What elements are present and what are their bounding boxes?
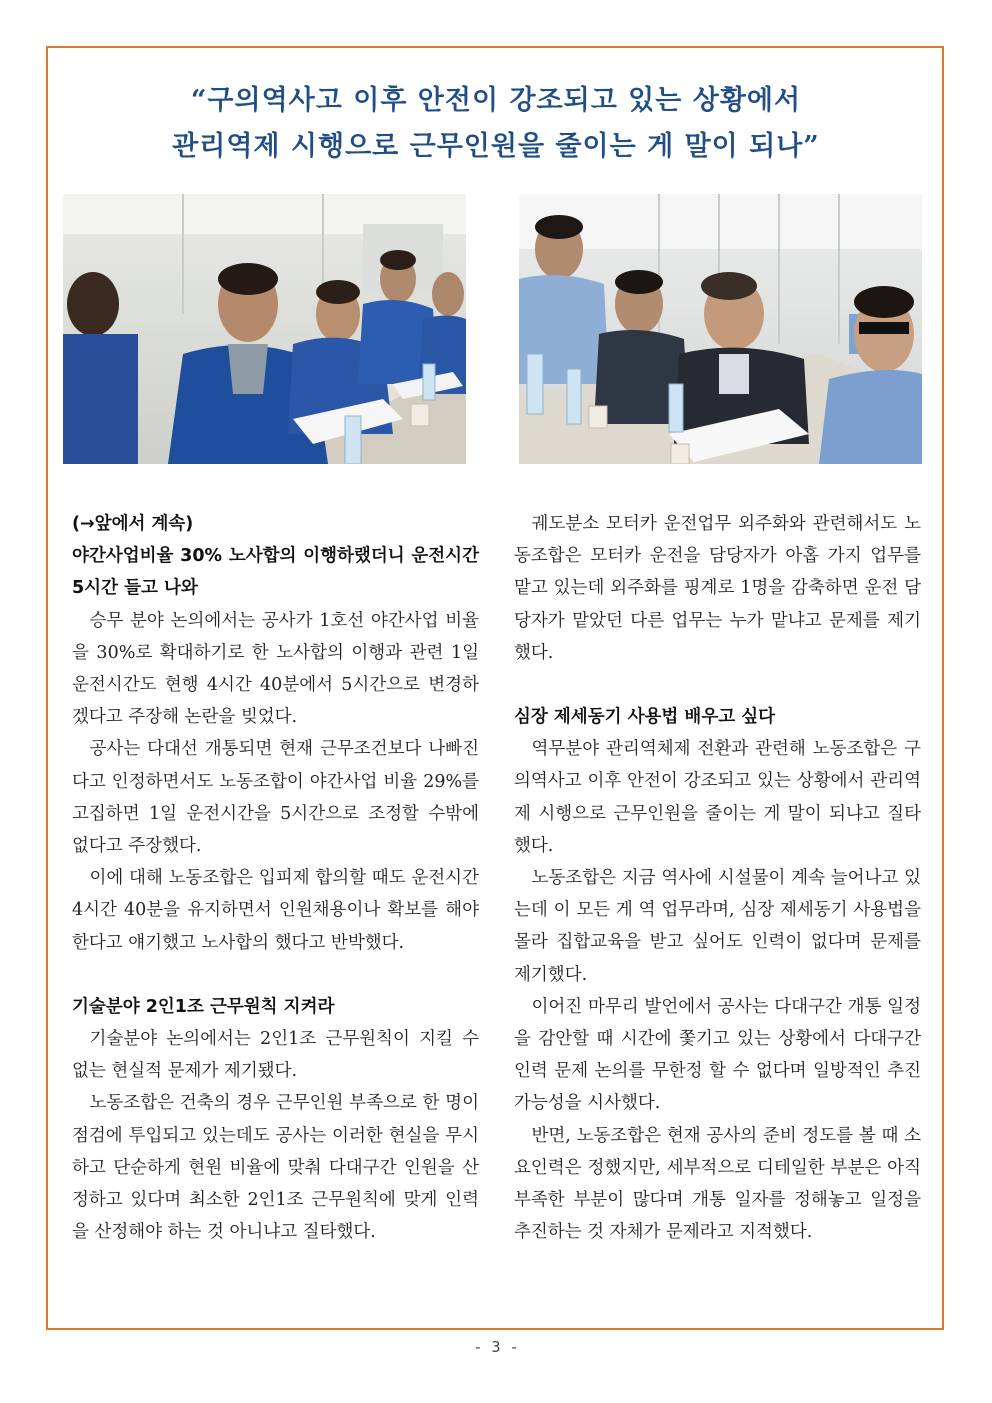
section-gap xyxy=(514,669,921,701)
page-number: - 3 - xyxy=(473,1338,519,1356)
continued-label: (→앞에서 계속) xyxy=(72,514,194,534)
right-column xyxy=(514,508,921,1248)
photo-union-members-illustration xyxy=(63,194,466,464)
paragraph: 이어진 마무리 발언에서 공사는 다대구간 개통 일정을 감안할 때 시간에 쫓기고 있는 상황에서 다대구간 인력 문제 논의를 무한정 할 수 없다며 일방적인 추진 가능성을 시사했다. xyxy=(514,996,921,1114)
section-heading-defibrillator: 심장 제세동기 사용법 배우고 싶다 xyxy=(514,707,776,728)
paragraph: 노동조합은 지금 역사에 시설물이 계속 늘어나고 있는데 이 모든 게 역 업무라며, 심장 제세동기 사용법을 몰라 집합교육을 받고 싶어도 인력이 없다며 문제를 제기했다. xyxy=(514,868,921,985)
photo-officials-illustration xyxy=(519,194,922,464)
section-heading-two-person-rule: 기술분야 2인1조 근무원칙 지켜라 xyxy=(72,996,335,1017)
paragraph: 역무분야 관리역체제 전환과 관련해 노동조합은 구의역사고 이후 안전이 강조되고 있는 상황에서 관리역제 시행으로 근무인원을 줄이는 게 말이 되냐고 질타했다. xyxy=(514,739,921,856)
left-column xyxy=(72,508,479,1248)
headline-line-1: “구의역사고 이후 안전이 강조되고 있는 상황에서 xyxy=(190,85,802,116)
photo-officials-meeting xyxy=(519,194,922,464)
paragraph: 공사는 다대선 개통되면 현재 근무조건보다 나빠진다고 인정하면서도 노동조합이 야간사업 비율 29%를 고집하면 1일 운전시간을 5시간으로 조정할 수밖에 없다고 주장했다. xyxy=(72,739,479,857)
paragraph: 기술분야 논의에서는 2인1조 근무원칙이 지킬 수 없는 현실적 문제가 제기됐다. xyxy=(72,1029,479,1082)
paragraph: 노동조합은 건축의 경우 근무인원 부족으로 한 명이 점검에 투입되고 있는데도 공사는 이러한 현실을 무시하고 단순하게 현원 비율에 맞춰 다대구간 인원을 산정하고 있다며 최소한 2인1조 근무원칙에 맞게 인력을 산정해야 하는 것 아니냐고 질타했다. xyxy=(72,1093,479,1243)
section-heading-night-work: 야간사업비율 30% 노사합의 이행하랬더니 운전시간 5시간 들고 나와 xyxy=(72,546,479,599)
paragraph: 반면, 노동조합은 현재 공사의 준비 정도를 볼 때 소요인력은 정했지만, 세부적으로 디테일한 부분은 아직 부족한 부분이 많다며 개통 일자를 정해놓고 일정을 추진하는 것 자체가 문제라고 지적했다. xyxy=(514,1125,921,1243)
paragraph: 궤도분소 모터카 운전업무 외주화와 관련해서도 노동조합은 모터카 운전을 담당자가 아홉 가지 업무를 맡고 있는데 외주화를 핑계로 1명을 감축하면 운전 담당자가 맡았던 다른 업무는 누가 맡냐고 문제를 제기했다. xyxy=(514,514,921,663)
headline-line-2: 관리역제 시행으로 근무인원을 줄이는 게 말이 되나” xyxy=(172,131,820,162)
section-gap xyxy=(72,959,479,991)
paragraph: 승무 분야 논의에서는 공사가 1호선 야간사업 비율을 30%로 확대하기로 한 노사합의 이행과 관련 1일 운전시간도 현행 4시간 40분에서 5시간으로 변경하겠다고 주장해 논란을 빚었다. xyxy=(72,610,479,728)
photo-union-members-meeting xyxy=(63,194,466,464)
paragraph: 이에 대해 노동조합은 입피제 합의할 때도 운전시간 4시간 40분을 유지하면서 인원채용이나 확보를 해야 한다고 얘기했고 노사합의 했다고 반박했다. xyxy=(72,868,479,953)
